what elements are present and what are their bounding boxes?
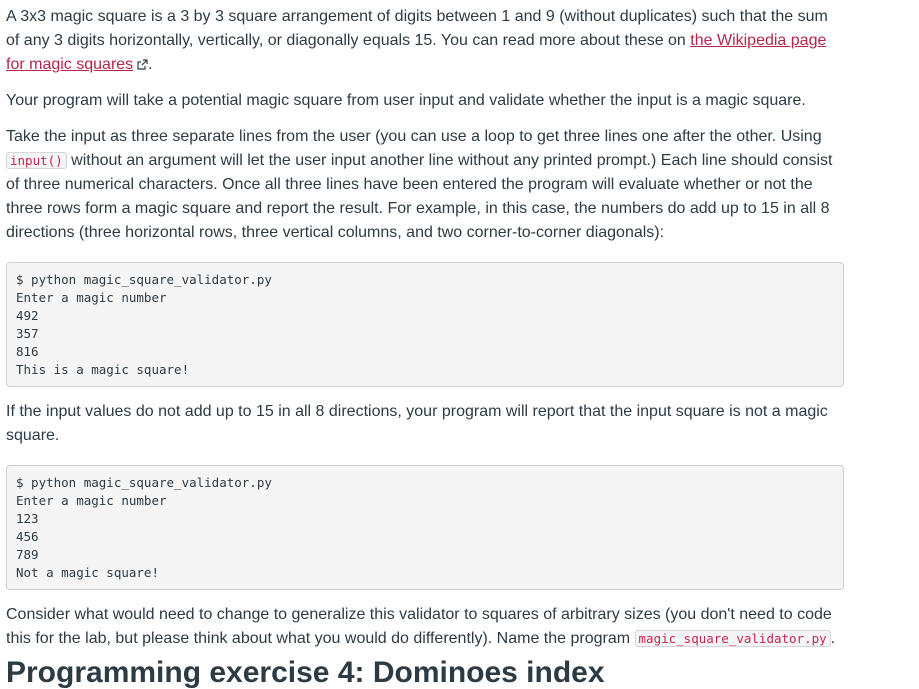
not-magic-paragraph: If the input values do not add up to 15 in all 8 directions, your program will report that the input square is not a magic square. [6, 403, 828, 444]
code-line: Enter a magic number [16, 493, 167, 508]
generalize-paragraph [6, 603, 844, 651]
generalize-text-end: . [830, 630, 836, 647]
code-line: $ python magic_square_validator.py [16, 475, 272, 490]
intro-paragraph [6, 5, 844, 77]
program-description-paragraph: Your program will take a potential magic square from user input and validate whether the input is a magic square. [6, 92, 806, 109]
magic-square-example-code [6, 262, 844, 387]
code-line: 456 [16, 529, 39, 544]
input-instructions-paragraph [6, 125, 844, 245]
code-line: 816 [16, 344, 39, 359]
code-line: 789 [16, 547, 39, 562]
external-link-icon [137, 59, 148, 70]
wikipedia-magic-squares-link[interactable]: the Wikipedia page for magic squares [6, 32, 827, 73]
code-line: 357 [16, 326, 39, 341]
code-line: Not a magic square! [16, 565, 159, 580]
code-line: $ python magic_square_validator.py [16, 272, 272, 287]
program-filename-code: magic_square_validator.py [635, 630, 831, 647]
input-instructions-text: Take the input as three separate lines from the user (you can use a loop to get three lines one after the other. Using [6, 128, 822, 145]
intro-text: A 3x3 magic square is a 3 by 3 square arrangement of digits between 1 and 9 (without duplicates) such that the sum of any 3 digits horizontally, vertically, or diagonally equals 15. You can read more about these on [6, 8, 828, 49]
not-magic-square-example-code [6, 465, 844, 590]
intro-text-end: . [148, 56, 153, 73]
input-instructions-text-rest: without an argument will let the user input another line without any printed prompt.) Each line should consist of three numerical characters. Once all three lines have been entered the program will evaluate whether or not the three rows form a magic square and report the result. For example, in this case, the numbers do add up to 15 in all 8 directions (three horizontal rows, three vertical columns, and two corner-to-corner diagonals): [6, 152, 833, 241]
next-section-heading: Programming exercise 4: Dominoes index [6, 656, 605, 689]
code-line: 492 [16, 308, 39, 323]
code-line: Enter a magic number [16, 290, 167, 305]
code-line: This is a magic square! [16, 362, 190, 377]
code-line: 123 [16, 511, 39, 526]
generalize-text: Consider what would need to change to generalize this validator to squares of arbitrary sizes (you don't need to code this for the lab, but please think about what you would do differently). Name the program [6, 606, 832, 647]
lab-content [6, 5, 844, 651]
input-function-code: input() [6, 152, 67, 169]
